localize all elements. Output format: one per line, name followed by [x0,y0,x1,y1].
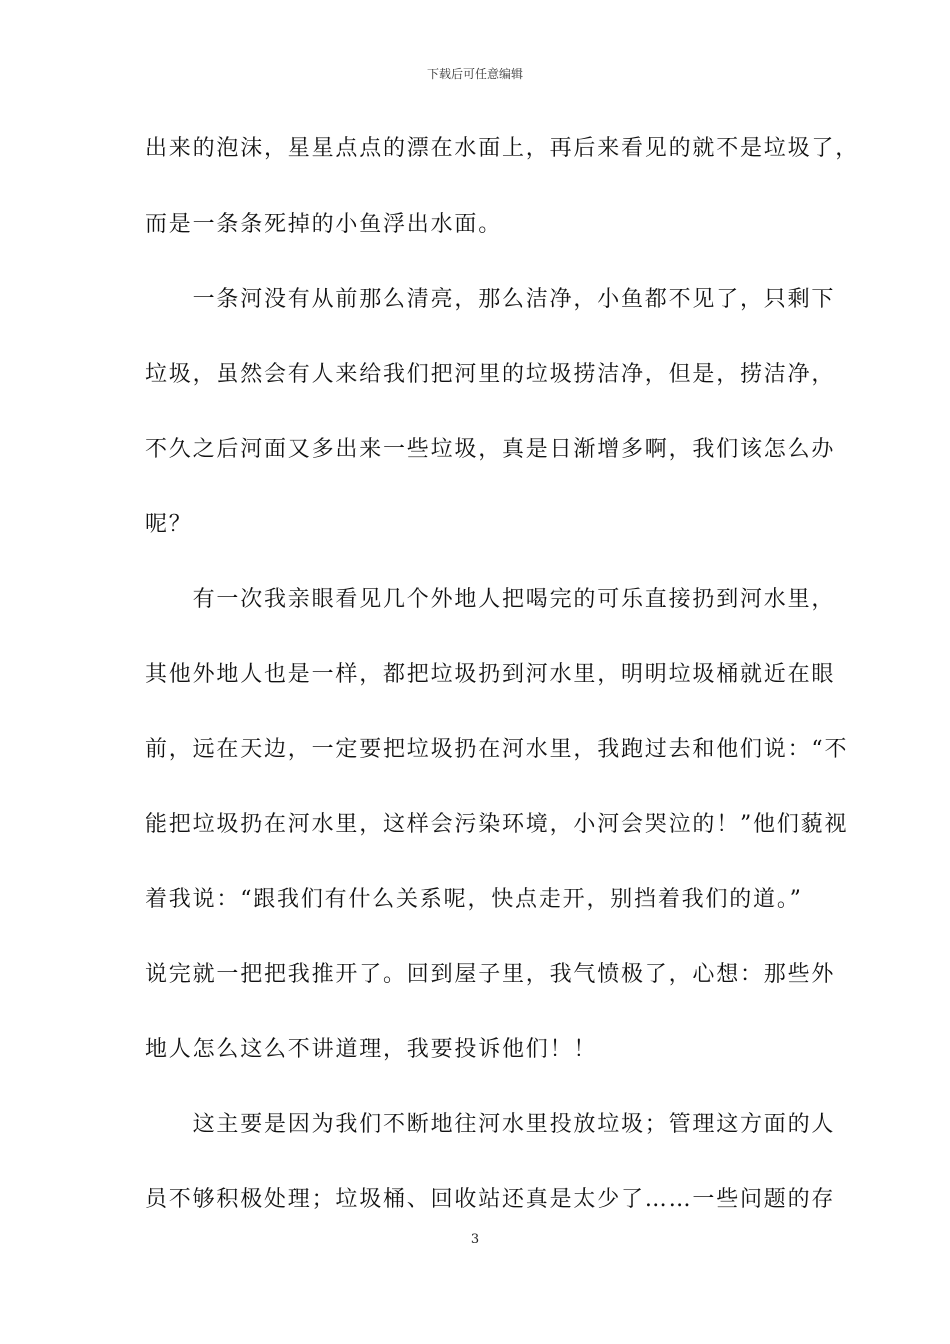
body-line: 呢？ [145,512,193,537]
body-line: 不久之后河面又多出来一些垃圾，真是日渐增多啊，我们该怎么办 [145,437,836,462]
body-line: 有一次我亲眼看见几个外地人把喝完的可乐直接扔到河水里， [145,587,836,612]
body-line: 员不够积极处理；垃圾桶、回收站还真是太少了……一些问题的存 [145,1187,836,1212]
page-header: 下载后可任意编辑 [426,67,523,81]
body-line: 说完就一把把我推开了。回到屋子里，我气愤极了，心想：那些外 [145,962,836,987]
body-line: 着我说：“跟我们有什么关系呢，快点走开，别挡着我们的道。” [145,887,803,912]
body-line: 而是一条条死掉的小鱼浮出水面。 [145,212,503,237]
page-number: 3 [470,1232,480,1247]
body-line: 地人怎么这么不讲道理，我要投诉他们！！ [145,1037,598,1062]
body-line: 垃圾，虽然会有人来给我们把河里的垃圾捞洁净，但是，捞洁净， [145,362,836,387]
body-line: 能把垃圾扔在河水里，这样会污染环境，小河会哭泣的！”他们藐视 [145,812,849,837]
body-line: 其他外地人也是一样，都把垃圾扔到河水里，明明垃圾桶就近在眼 [145,662,836,687]
body-line: 出来的泡沫，星星点点的漂在水面上，再后来看见的就不是垃圾了， [145,136,860,161]
body-line: 前，远在天边，一定要把垃圾扔在河水里，我跑过去和他们说：“不 [145,737,849,762]
body-line: 这主要是因为我们不断地往河水里投放垃圾；管理这方面的人 [145,1112,836,1137]
body-line: 一条河没有从前那么清亮，那么洁净，小鱼都不见了，只剩下 [145,287,836,312]
